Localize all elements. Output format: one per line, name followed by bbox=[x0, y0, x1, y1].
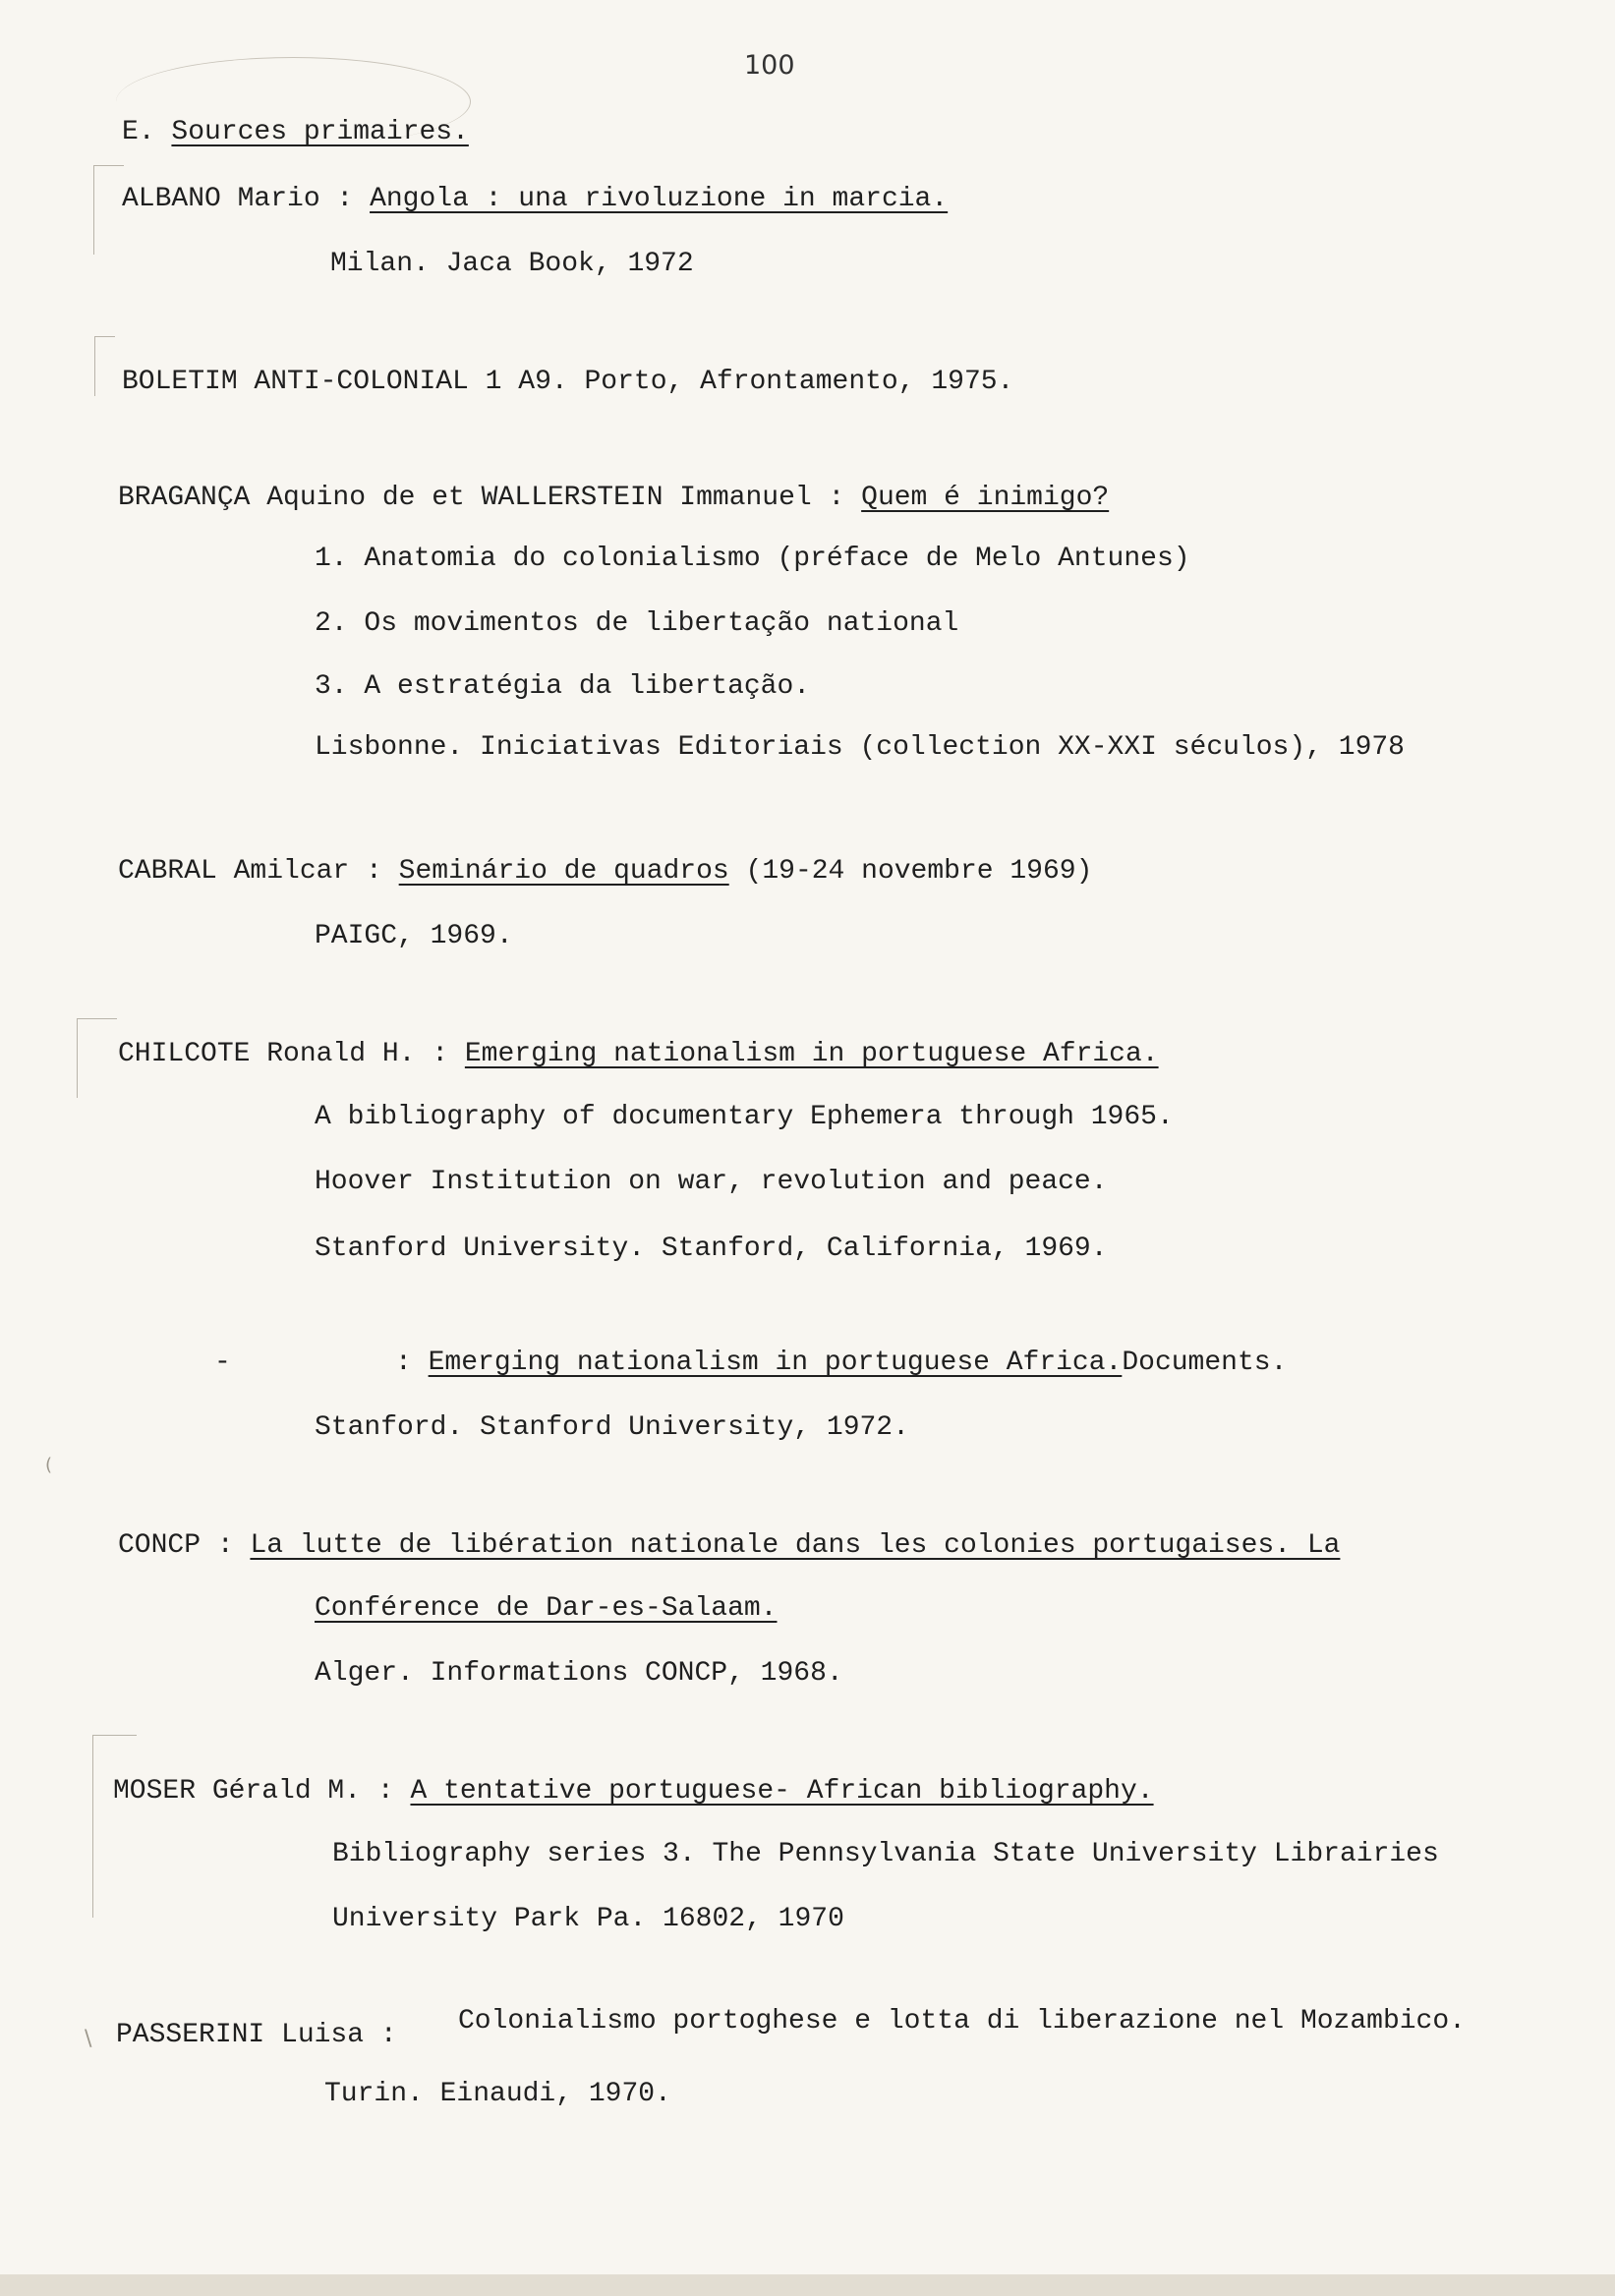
entry-title-rest: Documents. bbox=[1122, 1348, 1288, 1378]
entry-chilcote-heading bbox=[118, 1038, 1159, 1071]
entry-author: CONCP : bbox=[118, 1530, 234, 1561]
entry-chilcote2-dash: - bbox=[214, 1348, 231, 1378]
entry-author: CHILCOTE Ronald H. : bbox=[118, 1039, 449, 1069]
entry-title: Quem é inimigo? bbox=[861, 483, 1110, 513]
page-number: 100 bbox=[744, 50, 795, 81]
entry-moser-heading bbox=[113, 1775, 1154, 1808]
entry-moser-line-1: Bibliography series 3. The Pennsylvania State University Librairies bbox=[332, 1839, 1439, 1869]
entry-concp-imprint: Alger. Informations CONCP, 1968. bbox=[315, 1658, 843, 1689]
entry-author: PASSERINI Luisa : bbox=[116, 2020, 397, 2050]
entry-author: ALBANO Mario : bbox=[122, 184, 354, 214]
entry-braganca-imprint: Lisbonne. Iniciativas Editoriais (collection XX-XXI séculos), 1978 bbox=[315, 732, 1405, 763]
margin-bracket-albano bbox=[93, 165, 124, 255]
entry-title: Seminário de quadros bbox=[398, 856, 729, 887]
entry-braganca-volume-3: 3. A estratégia da libertação. bbox=[315, 671, 811, 702]
entry-concp-title-line-2: Conférence de Dar-es-Salaam. bbox=[315, 1593, 778, 1624]
entry-albano-imprint: Milan. Jaca Book, 1972 bbox=[330, 249, 694, 279]
entry-chilcote-line-2: Hoover Institution on war, revolution and peace. bbox=[315, 1167, 1108, 1197]
entry-passerini-heading bbox=[116, 2019, 397, 2052]
entry-title: A tentative portuguese- African bibliography. bbox=[410, 1776, 1154, 1807]
entry-braganca-volume-2: 2. Os movimentos de libertação national bbox=[315, 608, 959, 639]
section-heading bbox=[122, 116, 469, 149]
entry-title: Emerging nationalism in portuguese Africa. bbox=[428, 1348, 1123, 1378]
entry-cabral-imprint: PAIGC, 1969. bbox=[315, 921, 513, 951]
entry-passerini-imprint: Turin. Einaudi, 1970. bbox=[324, 2079, 671, 2109]
entry-title-line-1: La lutte de libération nationale dans les colonies portugaises. La bbox=[250, 1530, 1341, 1561]
entry-boletim: BOLETIM ANTI-COLONIAL 1 A9. Porto, Afrontamento, 1975. bbox=[122, 367, 1014, 397]
entry-chilcote-line-3: Stanford University. Stanford, California, 1969. bbox=[315, 1234, 1108, 1264]
entry-cabral-heading bbox=[118, 855, 1092, 889]
entry-chilcote2-heading bbox=[395, 1347, 1287, 1380]
margin-bracket-moser bbox=[92, 1735, 137, 1918]
entry-title-rest: (19-24 novembre 1969) bbox=[745, 856, 1093, 887]
entry-chilcote-line-1: A bibliography of documentary Ephemera through 1965. bbox=[315, 1102, 1174, 1132]
entry-chilcote2-imprint: Stanford. Stanford University, 1972. bbox=[315, 1412, 909, 1443]
page-bottom-edge bbox=[0, 2274, 1615, 2296]
stray-pencil-mark: ( bbox=[45, 1455, 53, 1475]
entry-colon: : bbox=[395, 1348, 412, 1378]
entry-title: Angola : una rivoluzione in marcia. bbox=[370, 184, 949, 214]
margin-bracket-boletim bbox=[94, 336, 115, 396]
entry-braganca-heading bbox=[118, 482, 1109, 515]
section-letter: E. bbox=[122, 117, 155, 147]
entry-author: CABRAL Amilcar : bbox=[118, 856, 382, 887]
entry-moser-line-2: University Park Pa. 16802, 1970 bbox=[332, 1904, 844, 1934]
margin-check-mark: \ bbox=[85, 2027, 92, 2051]
entry-title: Emerging nationalism in portuguese Africa. bbox=[464, 1039, 1159, 1069]
entry-concp-heading bbox=[118, 1529, 1340, 1563]
entry-albano-heading bbox=[122, 183, 948, 216]
entry-author: BRAGANÇA Aquino de et WALLERSTEIN Immanuel : bbox=[118, 483, 845, 513]
entry-passerini-title: Colonialismo portoghese e lotta di liberazione nel Mozambico. bbox=[458, 2006, 1466, 2037]
entry-author: MOSER Gérald M. : bbox=[113, 1776, 394, 1807]
section-title: Sources primaires. bbox=[171, 117, 469, 147]
entry-braganca-volume-1: 1. Anatomia do colonialismo (préface de Melo Antunes) bbox=[315, 544, 1190, 574]
margin-bracket-chilcote bbox=[77, 1018, 117, 1098]
